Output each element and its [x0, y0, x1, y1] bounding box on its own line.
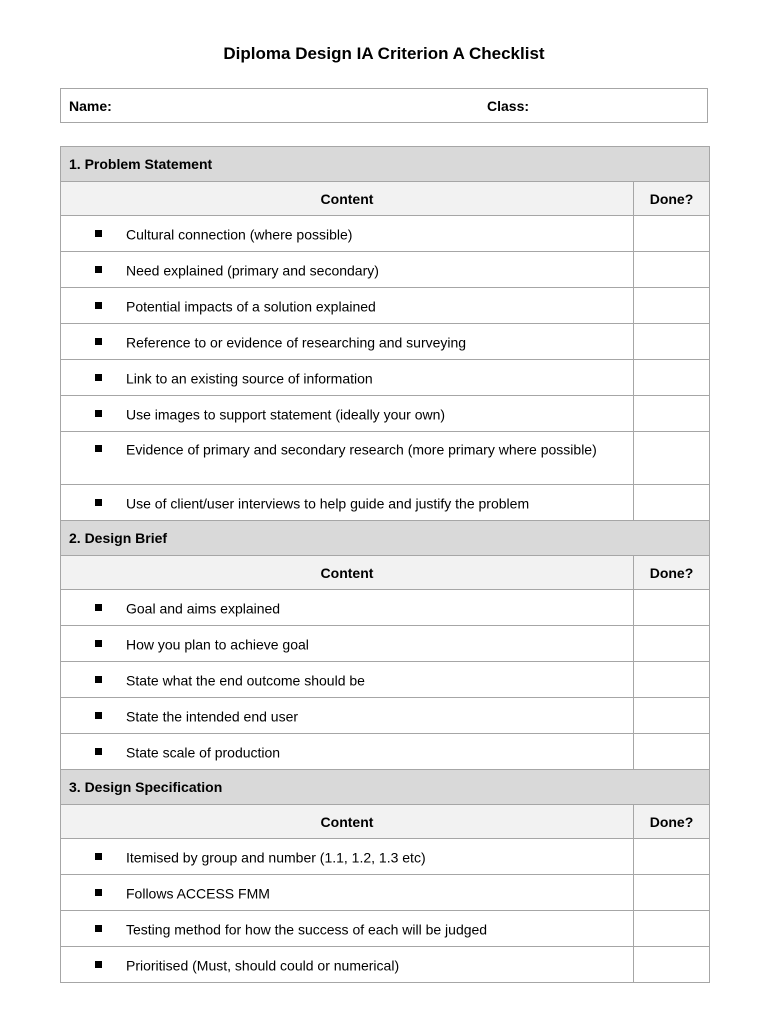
page-title: Diploma Design IA Criterion A Checklist: [223, 44, 545, 63]
square-bullet-icon: [95, 302, 102, 309]
class-label: Class:: [487, 98, 530, 114]
checklist-item: [61, 288, 634, 324]
content-column-header: Content: [61, 556, 634, 590]
done-cell[interactable]: [634, 839, 710, 875]
done-cell[interactable]: [634, 396, 710, 432]
checklist-row: [61, 626, 710, 662]
item-text: Need explained (primary and secondary): [126, 262, 379, 279]
square-bullet-icon: [95, 499, 102, 506]
item-text: Itemised by group and number (1.1, 1.2, 1.3 etc): [126, 849, 426, 866]
square-bullet-icon: [95, 748, 102, 755]
content-column-header: Content: [61, 182, 634, 216]
item-text: Goal and aims explained: [126, 600, 281, 617]
name-class-box: [60, 88, 708, 123]
checklist-item: [61, 216, 634, 252]
section-heading-design-brief: 2. Design Brief: [61, 521, 710, 556]
square-bullet-icon: [95, 961, 102, 968]
checklist-row: [61, 485, 710, 521]
section-heading-row: [61, 521, 710, 556]
checklist-row: [61, 947, 710, 983]
square-bullet-icon: [95, 266, 102, 273]
done-cell[interactable]: [634, 590, 710, 626]
item-text: State what the end outcome should be: [126, 672, 365, 689]
checklist-item: [61, 662, 634, 698]
checklist-row: [61, 734, 710, 770]
checklist-row: [61, 252, 710, 288]
item-text: Testing method for how the success of each will be judged: [126, 921, 488, 938]
done-cell[interactable]: [634, 698, 710, 734]
item-text: Use of client/user interviews to help guide and justify the problem: [126, 495, 530, 512]
done-cell[interactable]: [634, 875, 710, 911]
item-text: State scale of production: [126, 744, 281, 761]
checklist-table: [60, 146, 710, 983]
done-cell[interactable]: [634, 626, 710, 662]
square-bullet-icon: [95, 676, 102, 683]
item-text: State the intended end user: [126, 708, 299, 725]
item-text: Evidence of primary and secondary research (more primary where possible): [126, 441, 597, 458]
checklist-row: [61, 662, 710, 698]
section-heading-row: [61, 770, 710, 805]
section-heading-design-specification: 3. Design Specification: [61, 770, 710, 805]
done-column-header: Done?: [634, 182, 710, 216]
checklist-item: [61, 432, 634, 485]
checklist-row: [61, 216, 710, 252]
checklist-item: [61, 734, 634, 770]
done-cell[interactable]: [634, 947, 710, 983]
square-bullet-icon: [95, 889, 102, 896]
checklist-row: [61, 396, 710, 432]
done-cell[interactable]: [634, 734, 710, 770]
column-header-row: [61, 182, 710, 216]
done-cell[interactable]: [634, 432, 710, 485]
section-heading-row: [61, 147, 710, 182]
square-bullet-icon: [95, 445, 102, 452]
done-cell[interactable]: [634, 252, 710, 288]
checklist-item: [61, 698, 634, 734]
done-cell[interactable]: [634, 485, 710, 521]
square-bullet-icon: [95, 925, 102, 932]
checklist-item: [61, 590, 634, 626]
checklist-item: [61, 360, 634, 396]
section-heading-problem-statement: 1. Problem Statement: [61, 147, 710, 182]
done-cell[interactable]: [634, 360, 710, 396]
square-bullet-icon: [95, 338, 102, 345]
item-text: Prioritised (Must, should could or numerical): [126, 957, 400, 974]
checklist-item: [61, 396, 634, 432]
done-column-header: Done?: [634, 805, 710, 839]
square-bullet-icon: [95, 712, 102, 719]
done-cell[interactable]: [634, 324, 710, 360]
checklist-item: [61, 252, 634, 288]
checklist-row: [61, 590, 710, 626]
square-bullet-icon: [95, 230, 102, 237]
square-bullet-icon: [95, 374, 102, 381]
item-text: Use images to support statement (ideally your own): [126, 406, 446, 423]
checklist-item: [61, 485, 634, 521]
checklist-row: [61, 360, 710, 396]
done-cell[interactable]: [634, 216, 710, 252]
done-cell[interactable]: [634, 662, 710, 698]
item-text: Potential impacts of a solution explained: [126, 298, 376, 315]
item-text: Follows ACCESS FMM: [126, 885, 270, 902]
checklist-item: [61, 911, 634, 947]
checklist-item: [61, 875, 634, 911]
column-header-row: [61, 805, 710, 839]
checklist-row: [61, 911, 710, 947]
checklist-row: [61, 875, 710, 911]
checklist-item: [61, 626, 634, 662]
done-cell[interactable]: [634, 911, 710, 947]
done-column-header: Done?: [634, 556, 710, 590]
checklist-row: [61, 698, 710, 734]
content-column-header: Content: [61, 805, 634, 839]
checklist-row: [61, 432, 710, 485]
item-text: Cultural connection (where possible): [126, 226, 353, 243]
done-cell[interactable]: [634, 288, 710, 324]
checklist-item: [61, 839, 634, 875]
item-text: Reference to or evidence of researching and surveying: [126, 334, 467, 351]
checklist-item: [61, 324, 634, 360]
checklist-row: [61, 288, 710, 324]
square-bullet-icon: [95, 604, 102, 611]
checklist-row: [61, 839, 710, 875]
name-label: Name:: [69, 98, 112, 114]
checklist-row: [61, 324, 710, 360]
square-bullet-icon: [95, 410, 102, 417]
square-bullet-icon: [95, 853, 102, 860]
checklist-item: [61, 947, 634, 983]
item-text: How you plan to achieve goal: [126, 636, 309, 653]
square-bullet-icon: [95, 640, 102, 647]
item-text: Link to an existing source of information: [126, 370, 373, 387]
column-header-row: [61, 556, 710, 590]
